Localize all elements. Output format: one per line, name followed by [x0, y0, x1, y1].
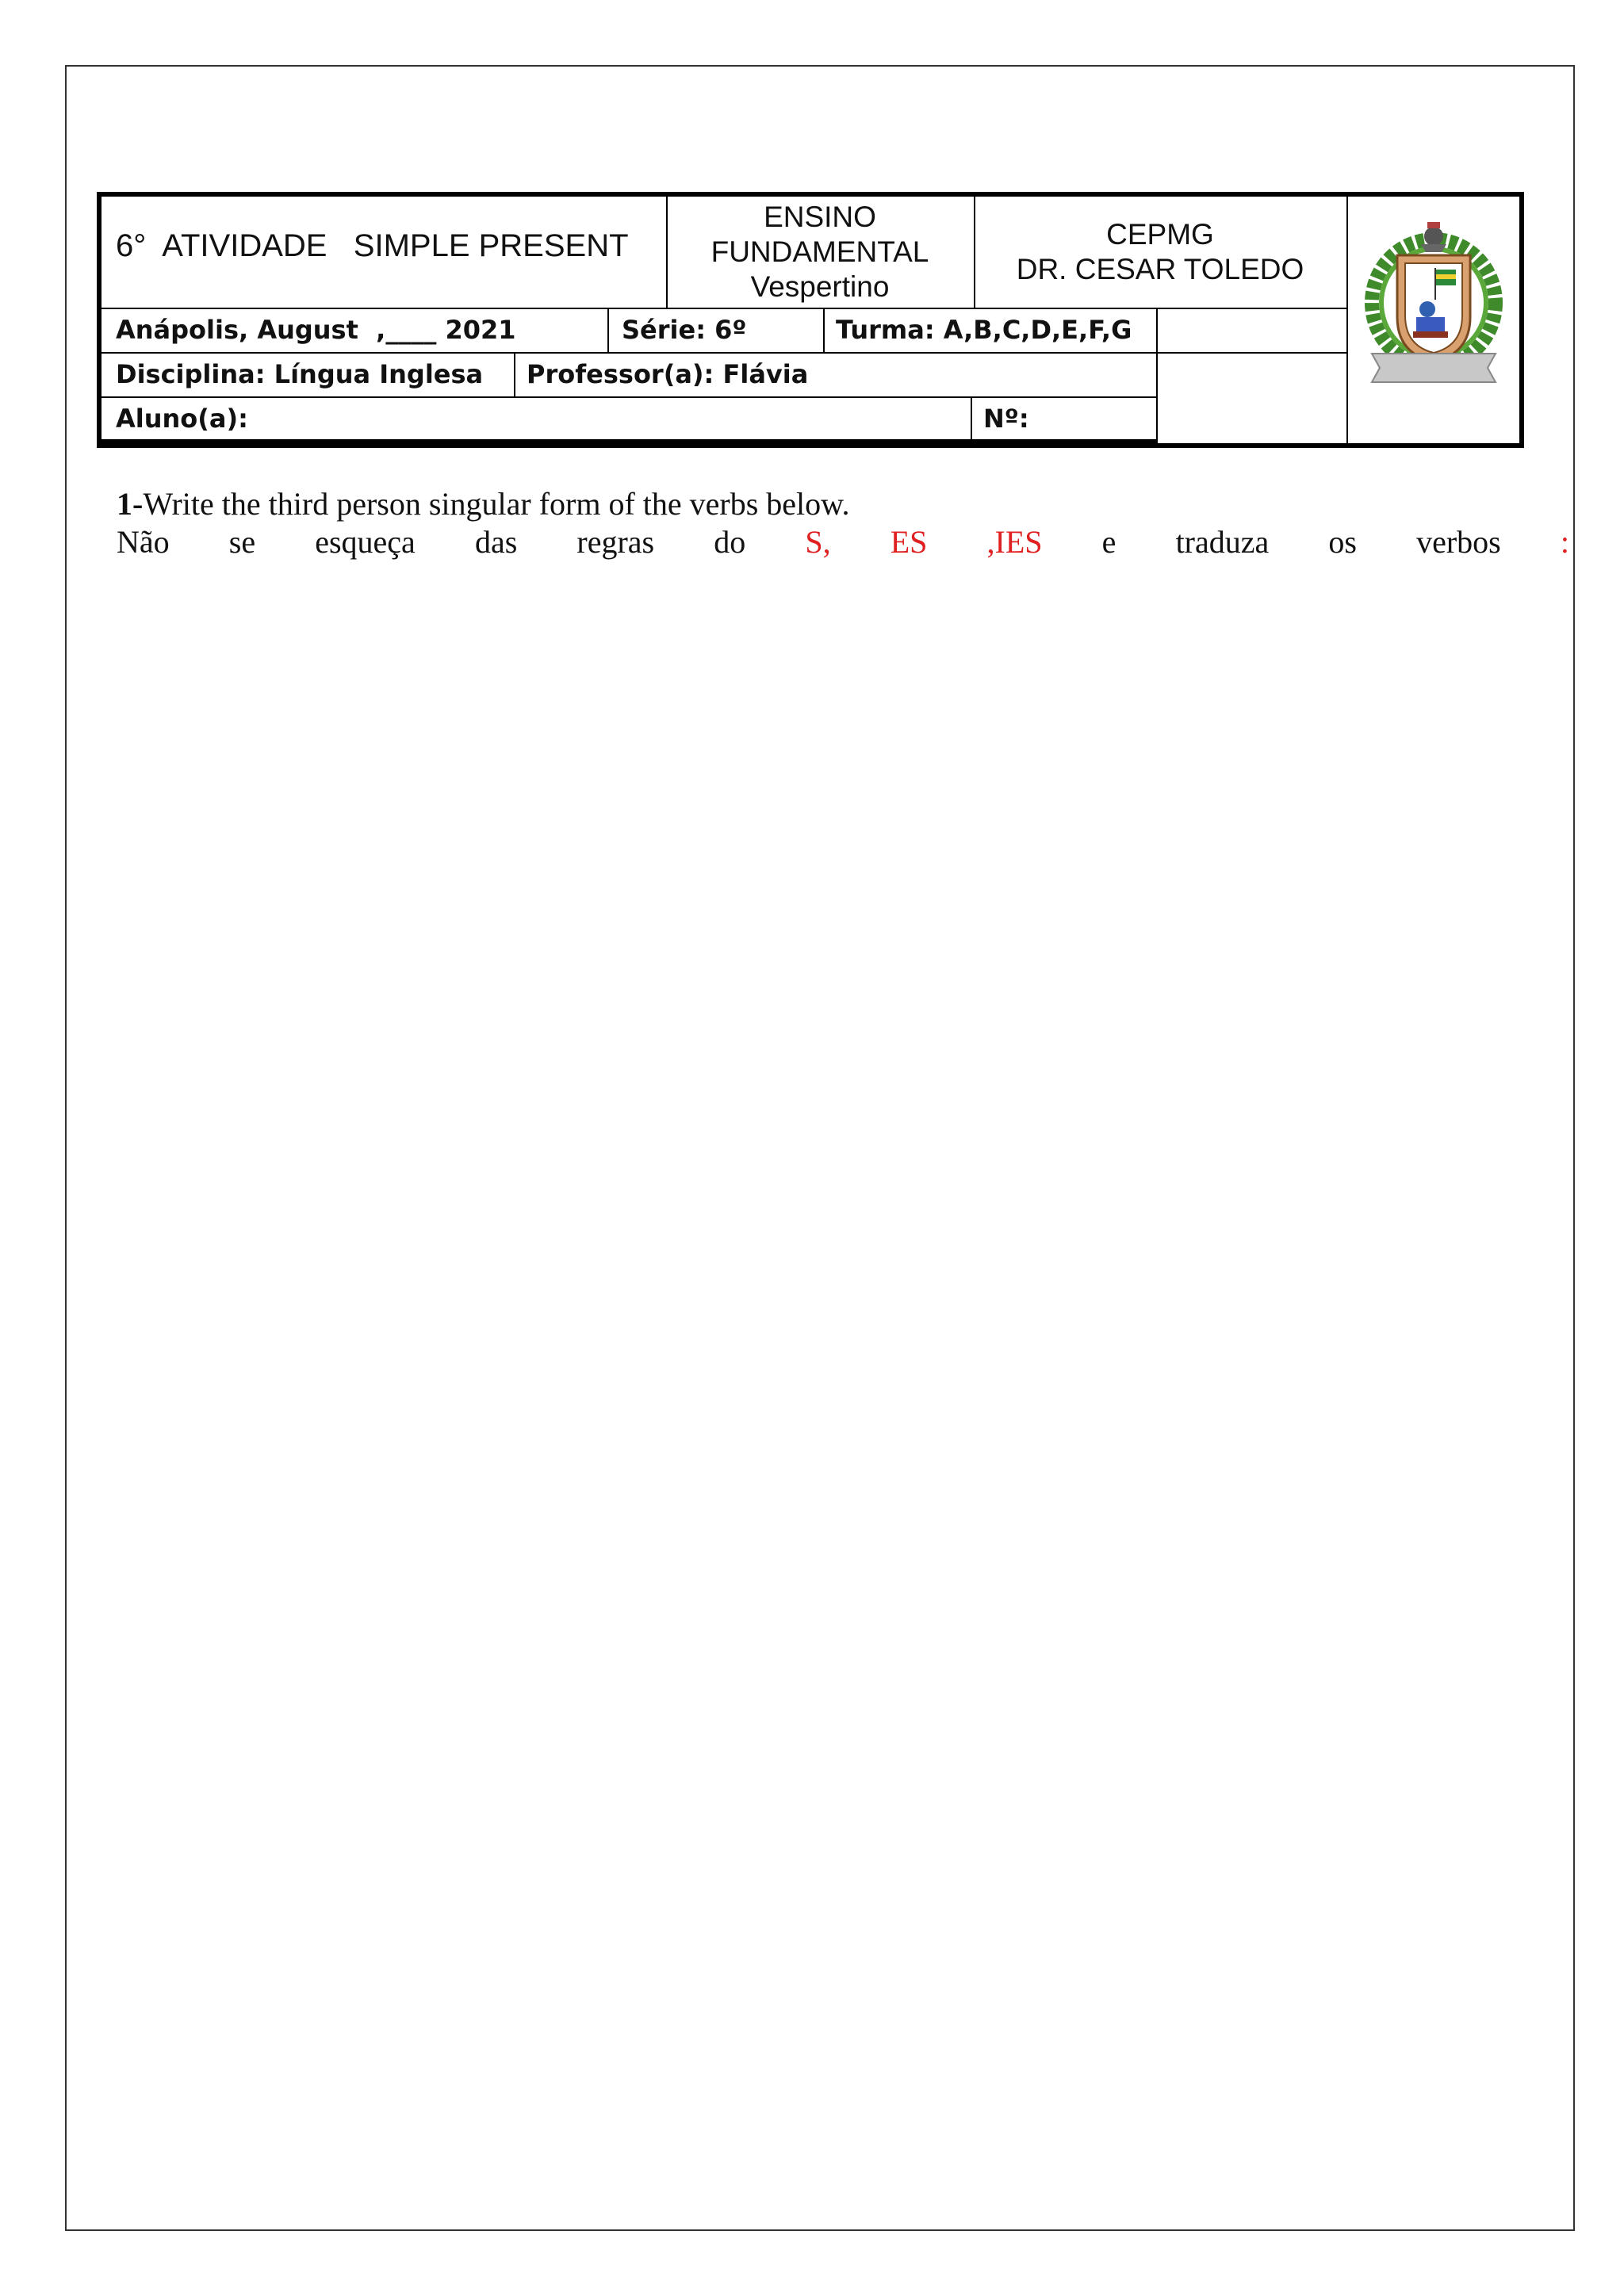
- divider: [102, 352, 1346, 354]
- professor-field: Professor(a): Flávia: [527, 359, 809, 389]
- exercise-1: [117, 485, 1569, 561]
- header-table: [97, 192, 1524, 448]
- turma-field: Turma: A,B,C,D,E,F,G: [836, 315, 1132, 345]
- divider: [971, 396, 972, 441]
- level-block: [666, 200, 974, 304]
- question-text: Write the third person singular form of the verbs below.: [143, 486, 850, 522]
- instruction-word: se: [228, 524, 256, 560]
- question-number: 1-: [117, 486, 144, 522]
- instruction-colon: :: [1560, 524, 1569, 560]
- instruction-line: [117, 523, 1569, 561]
- divider: [102, 308, 1346, 309]
- instruction-word: e: [1101, 524, 1116, 560]
- level-line-1: ENSINO: [764, 201, 876, 233]
- rule-ies: ,IES: [986, 524, 1043, 560]
- school-line-1: CEPMG: [1106, 218, 1214, 251]
- school-crest-logo: [1348, 198, 1519, 441]
- instruction-word: regras: [576, 524, 655, 560]
- instruction-word: esqueça: [315, 524, 416, 560]
- school-block: [974, 217, 1346, 287]
- divider: [823, 308, 825, 352]
- numero-field: Nº:: [983, 404, 1029, 434]
- divider: [102, 396, 1156, 398]
- question-line: [117, 485, 1569, 523]
- instruction-word: os: [1328, 524, 1357, 560]
- level-line-3: Vespertino: [750, 270, 890, 303]
- disciplina-field: Disciplina: Língua Inglesa: [116, 359, 484, 389]
- instruction-word: do: [714, 524, 746, 560]
- activity-title: 6° ATIVIDADE SIMPLE PRESENT: [116, 228, 629, 263]
- level-line-2: FUNDAMENTAL: [710, 235, 929, 268]
- instruction-word: das: [474, 524, 518, 560]
- instruction-word: traduza: [1175, 524, 1270, 560]
- aluno-field: Aluno(a):: [116, 404, 248, 434]
- divider: [607, 308, 609, 352]
- divider: [514, 352, 515, 396]
- school-line-2: DR. CESAR TOLEDO: [1016, 253, 1304, 285]
- rule-s: S,: [805, 524, 831, 560]
- instruction-word: Não: [117, 524, 170, 560]
- date-field: Anápolis, August ,____ 2021: [116, 315, 516, 345]
- rule-es: ES: [890, 524, 928, 560]
- divider: [1156, 308, 1158, 443]
- serie-field: Série: 6º: [622, 315, 747, 345]
- divider: [102, 439, 1156, 443]
- instruction-word: verbos: [1416, 524, 1501, 560]
